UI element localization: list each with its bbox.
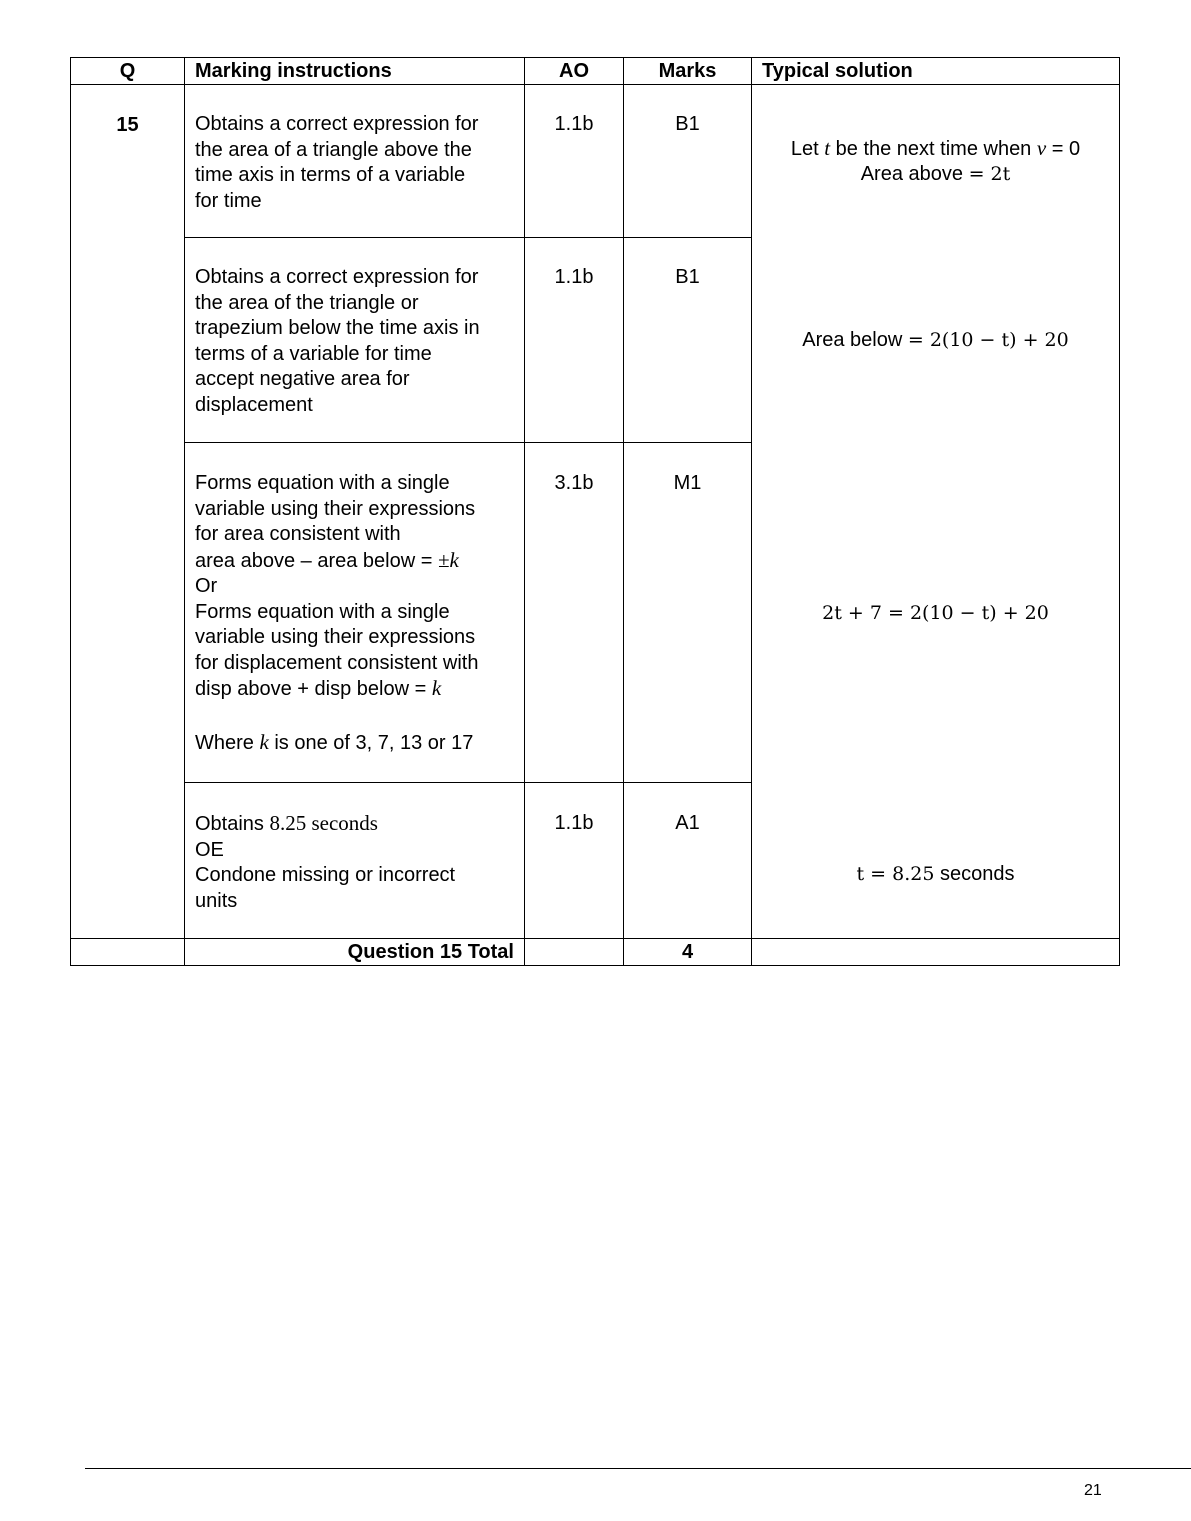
marking-line: area above – area below = ±k (195, 547, 459, 572)
marking-line: the area of a triangle above the (195, 138, 472, 161)
ao-cell: 1.1b (525, 238, 624, 443)
marking-line: OE (195, 838, 224, 861)
marking-line: units (195, 889, 238, 912)
marking-line: for area consistent with (195, 523, 401, 545)
ao-cell: 3.1b (525, 443, 624, 783)
marking-line: variable using their expressions (195, 497, 476, 520)
header-marks: Marks (624, 58, 752, 85)
marking-line: the area of the triangle or (195, 291, 419, 314)
solution-line-area-above: Area above = 2t (860, 163, 1011, 185)
marking-line: Forms equation with a single (195, 600, 450, 623)
marking-line: Obtains a correct expression for (195, 266, 479, 288)
marking-line: Condone missing or incorrect (195, 864, 456, 886)
marking-instruction-cell (185, 238, 525, 443)
marking-line: time axis in terms of a variable (195, 164, 466, 186)
mark-cell: B1 (624, 85, 752, 238)
marking-line: Where k is one of 3, 7, 13 or 17 (195, 729, 474, 754)
total-label: Question 15 Total (185, 939, 525, 966)
mark-scheme-table (70, 57, 1120, 966)
table-row (71, 85, 1120, 238)
marking-line: terms of a variable for time (195, 342, 432, 365)
marking-line: disp above + disp below = k (195, 676, 442, 700)
header-q: Q (71, 58, 185, 85)
total-ao-empty-cell (525, 939, 624, 966)
total-marks: 4 (624, 939, 752, 966)
marking-line: accept negative area for (195, 368, 410, 390)
page-number: 21 (1084, 1482, 1102, 1499)
question-number-text: 15 (116, 114, 139, 136)
mark-cell: M1 (624, 443, 752, 783)
solution-line-let: Let t be the next time when v = 0 (790, 136, 1081, 160)
solution-line-equation: 2t + 7 = 2(10 − t) + 20 (822, 602, 1049, 624)
footer-divider (85, 1468, 1191, 1469)
typical-solution-cell (752, 85, 1120, 939)
question-number (71, 85, 185, 939)
mark-cell: B1 (624, 238, 752, 443)
marking-line: Obtains a correct expression for (195, 113, 479, 135)
solution-line-answer: t = 8.25 seconds (856, 863, 1015, 885)
total-solution-empty-cell (752, 939, 1120, 966)
marking-line: for displacement consistent with (195, 651, 479, 674)
marking-line: Obtains 8.25 seconds (195, 811, 378, 835)
solution-line-area-below: Area below = 2(10 − t) + 20 (802, 329, 1069, 351)
table-header-row (71, 58, 1120, 85)
marking-instruction-cell (185, 85, 525, 238)
marking-line: Forms equation with a single (195, 472, 450, 494)
header-ao: AO (525, 58, 624, 85)
marking-line: variable using their expressions (195, 626, 476, 648)
header-marking-instructions: Marking instructions (185, 58, 525, 85)
ao-cell: 1.1b (525, 85, 624, 238)
marking-line: Or (195, 575, 218, 597)
ao-cell: 1.1b (525, 783, 624, 939)
marking-instruction-cell (185, 783, 525, 939)
marking-line: displacement (195, 393, 313, 416)
marking-line: trapezium below the time axis in (195, 317, 480, 339)
mark-cell: A1 (624, 783, 752, 939)
marking-line: for time (195, 189, 262, 212)
total-row (71, 939, 1120, 966)
total-empty-cell (71, 939, 185, 966)
marking-instruction-cell (185, 443, 525, 783)
header-typical-solution: Typical solution (752, 58, 1120, 85)
